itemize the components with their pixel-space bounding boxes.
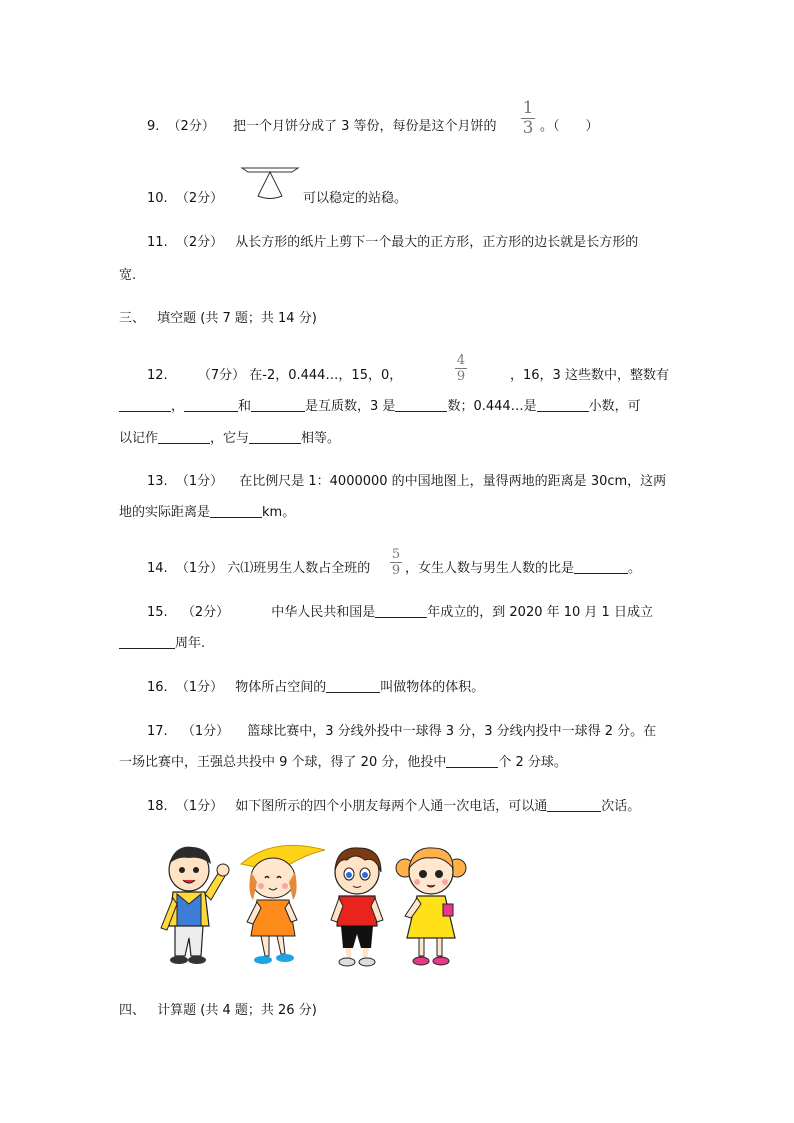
question-number: 14. [147, 561, 168, 576]
answer-blank[interactable] [547, 798, 601, 812]
question-score: （2分） [175, 191, 224, 206]
question-14 [147, 560, 370, 578]
section-label: 三、 [119, 311, 146, 326]
question-12-text-b: ，16，3 这些数中，整数有 [510, 368, 669, 383]
question-score: （2分） [181, 605, 230, 620]
question-12-line2: ， 和 是互质数，3 是 数；0.444…是 小数，可 [119, 398, 641, 416]
fraction-five-ninths: 5 9 [391, 547, 401, 578]
question-number: 18. [147, 799, 168, 814]
question-15: 15. （2分） 中华人民共和国是 年成立的，到 2020 年 10 月 1 日成立 [147, 605, 653, 620]
question-number: 10. [147, 191, 168, 206]
answer-blank[interactable] [446, 754, 498, 768]
answer-blank[interactable] [326, 679, 380, 693]
question-12 [147, 367, 402, 385]
section-title: 计算题 (共 4 题；共 26 分) [157, 1003, 317, 1018]
answer-blank[interactable] [574, 560, 628, 574]
question-number: 12. [147, 368, 168, 383]
child-boy-waving [161, 847, 229, 964]
section-heading-3 [119, 310, 317, 328]
fraction-one-third: 1 3 [522, 98, 534, 138]
question-number: 13. [147, 474, 168, 489]
question-text: 从长方形的纸片上剪下一个最大的正方形，正方形的边长就是长方形的 [235, 235, 639, 250]
question-number: 16. [147, 680, 168, 695]
question-13-line2: 地的实际距离是 km。 [119, 505, 296, 520]
question-14-text-b: ，女生人数与男生人数的比是 。 [405, 561, 642, 576]
question-number: 15. [147, 605, 168, 620]
answer-blank[interactable] [119, 635, 175, 649]
answer-blank[interactable] [158, 430, 210, 444]
question-text: 物体所占空间的 [235, 680, 327, 695]
child-girl-yellow-dress [396, 848, 466, 965]
question-17-line2: 一场比赛中，王强总共投中 9 个球，得了 20 分，他投中 个 2 分球。 [119, 755, 567, 770]
child-boy-red-shirt [331, 848, 383, 966]
section-heading-4 [119, 1002, 317, 1020]
question-score: （1分） [175, 474, 224, 489]
question-17 [147, 723, 656, 741]
question-number: 9. [147, 119, 160, 134]
section-label: 四、 [119, 1003, 146, 1018]
question-score: （2分） [175, 235, 224, 250]
question-text: 篮球比赛中，3 分线外投中一球得 3 分，3 分线内投中一球得 2 分。在 [247, 724, 657, 739]
question-12-line3: 以记作 ，它与 相等。 [119, 431, 341, 446]
question-9-tail: 。（ ） [540, 119, 599, 134]
question-score: （1分） [175, 561, 224, 576]
question-score: （1分） [175, 680, 224, 695]
question-number: 11. [147, 235, 168, 250]
question-score: （1分） [181, 724, 230, 739]
answer-blank[interactable] [184, 398, 238, 412]
question-15-line2: 周年. [119, 635, 205, 653]
question-text: 六⑴班男生人数占全班的 [227, 561, 371, 576]
question-9 [147, 118, 497, 136]
question-11-line2: 宽. [119, 268, 137, 283]
answer-blank[interactable] [537, 398, 589, 412]
question-score: （7分） [197, 368, 246, 383]
question-text: 在-2，0.444…，15，0， [249, 368, 403, 383]
fraction-four-ninths: 4 9 [456, 353, 466, 384]
question-10 [147, 190, 223, 208]
question-18: 18. （1分） 如下图所示的四个小朋友每两个人通一次电话，可以通 次话。 [147, 799, 641, 814]
section-title: 填空题 (共 7 题；共 14 分) [157, 311, 317, 326]
question-text: 在比例尺是 1：4000000 的中国地图上，量得两地的距离是 30cm，这两 [239, 474, 667, 489]
answer-blank[interactable] [249, 430, 301, 444]
question-11 [147, 234, 638, 252]
question-text: 中华人民共和国是 [271, 605, 376, 620]
answer-blank[interactable] [375, 604, 427, 618]
question-16: 16. （1分） 物体所占空间的 叫做物体的体积。 [147, 680, 485, 695]
answer-blank[interactable] [210, 504, 262, 518]
four-children-illustration [157, 842, 469, 970]
answer-blank[interactable] [251, 398, 305, 412]
answer-blank[interactable] [395, 398, 447, 412]
child-girl-yellow-hat [241, 845, 325, 964]
question-score: （2分） [167, 119, 215, 134]
question-13 [147, 473, 666, 491]
answer-blank[interactable] [119, 398, 171, 412]
question-10-text: 可以稳定的站稳。 [303, 191, 408, 206]
question-text: 把一个月饼分成了 3 等份，每份是这个月饼的 [232, 119, 497, 134]
cone-on-plate-figure [240, 160, 300, 202]
question-score: （1分） [175, 799, 224, 814]
question-text: 如下图所示的四个小朋友每两个人通一次电话，可以通 [235, 799, 548, 814]
question-number: 17. [147, 724, 168, 739]
